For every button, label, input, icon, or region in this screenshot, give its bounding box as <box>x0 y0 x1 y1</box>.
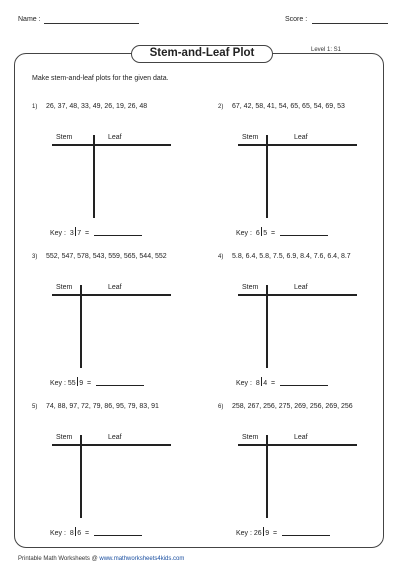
key-stem: 8 <box>69 530 74 537</box>
key-stem: 55 <box>67 380 76 387</box>
key-answer-field[interactable] <box>94 528 142 536</box>
leaf-header: Leaf <box>294 284 308 291</box>
instructions: Make stem-and-leaf plots for the given data. <box>32 75 169 82</box>
table-header-rule <box>238 294 357 296</box>
name-field[interactable] <box>44 23 139 24</box>
key-separator <box>77 377 79 386</box>
footer-text: Printable Math Worksheets @ <box>18 556 100 562</box>
problem-4 <box>218 253 398 393</box>
score-field[interactable] <box>312 23 388 24</box>
table-header-rule <box>52 144 171 146</box>
stem-header: Stem <box>56 134 73 141</box>
leaf-header: Leaf <box>108 284 122 291</box>
stem-leaf-divider <box>80 285 82 368</box>
key-label: Key : <box>236 530 252 537</box>
key-label: Key : <box>50 380 66 387</box>
stem-header: Stem <box>242 284 259 291</box>
leaf-header: Leaf <box>294 134 308 141</box>
problem-6 <box>218 403 398 543</box>
problem-data: 74, 88, 97, 72, 79, 86, 95, 79, 83, 91 <box>46 403 159 410</box>
key-line: Key : 8 4 = <box>236 377 328 387</box>
score-label: Score : <box>285 16 308 23</box>
key-line: Key : 26 9 = <box>236 527 330 537</box>
key-answer-field[interactable] <box>94 228 142 236</box>
key-stem: 26 <box>253 530 262 537</box>
key-leaf: 6 <box>77 530 82 537</box>
stem-leaf-divider <box>93 135 95 218</box>
stem-leaf-divider <box>266 435 268 518</box>
problem-number: 5) <box>32 404 38 410</box>
stem-leaf-divider <box>266 285 268 368</box>
key-leaf: 9 <box>265 530 270 537</box>
problem-data: 26, 37, 48, 33, 49, 26, 19, 26, 48 <box>46 103 148 110</box>
key-line: Key : 3 7 = <box>50 227 142 237</box>
problem-question <box>218 253 351 260</box>
key-leaf: 9 <box>79 380 84 387</box>
problem-question <box>218 403 353 410</box>
key-label: Key : <box>236 230 252 237</box>
problem-number: 4) <box>218 254 224 260</box>
stem-header: Stem <box>56 434 73 441</box>
problem-number: 6) <box>218 404 224 410</box>
key-separator <box>263 527 265 536</box>
key-leaf: 5 <box>263 230 268 237</box>
problem-question <box>32 253 167 260</box>
key-stem: 8 <box>255 380 260 387</box>
key-stem: 3 <box>69 230 74 237</box>
problem-1 <box>32 103 212 243</box>
table-header-rule <box>52 294 171 296</box>
problem-question <box>218 103 345 110</box>
leaf-header: Leaf <box>108 434 122 441</box>
stem-leaf-divider <box>80 435 82 518</box>
problem-3 <box>32 253 212 393</box>
stem-leaf-divider <box>266 135 268 218</box>
worksheet-title: Stem-and-Leaf Plot <box>131 45 273 63</box>
table-header-rule <box>238 144 357 146</box>
stem-header: Stem <box>242 434 259 441</box>
footer-link[interactable]: www.mathworksheets4kids.com <box>99 556 185 562</box>
footer <box>18 556 184 562</box>
key-label: Key : <box>236 380 252 387</box>
problem-data: 552, 547, 578, 543, 559, 565, 544, 552 <box>46 253 167 260</box>
key-leaf: 7 <box>77 230 82 237</box>
problem-data: 5.8, 6.4, 5.8, 7.5, 6.9, 8.4, 7.6, 6.4, 8.7 <box>232 253 351 260</box>
key-leaf: 4 <box>263 380 268 387</box>
key-line: Key : 8 6 = <box>50 527 142 537</box>
table-header-rule <box>238 444 357 446</box>
key-answer-field[interactable] <box>280 378 328 386</box>
stem-header: Stem <box>242 134 259 141</box>
key-label: Key : <box>50 530 66 537</box>
problem-number: 3) <box>32 254 38 260</box>
key-line: Key : 6 5 = <box>236 227 328 237</box>
key-line: Key : 55 9 = <box>50 377 144 387</box>
key-answer-field[interactable] <box>280 228 328 236</box>
problem-data: 258, 267, 256, 275, 269, 256, 269, 256 <box>232 403 353 410</box>
leaf-header: Leaf <box>108 134 122 141</box>
key-answer-field[interactable] <box>282 528 330 536</box>
problem-number: 2) <box>218 104 224 110</box>
problem-question <box>32 103 147 110</box>
problem-question <box>32 403 159 410</box>
problem-number: 1) <box>32 104 38 110</box>
problem-2 <box>218 103 398 243</box>
name-label: Name : <box>18 16 41 23</box>
key-answer-field[interactable] <box>96 378 144 386</box>
problem-5 <box>32 403 212 543</box>
leaf-header: Leaf <box>294 434 308 441</box>
problem-data: 67, 42, 58, 41, 54, 65, 65, 54, 69, 53 <box>232 103 345 110</box>
table-header-rule <box>52 444 171 446</box>
key-label: Key : <box>50 230 66 237</box>
level-label: Level 1: S1 <box>311 47 342 53</box>
stem-header: Stem <box>56 284 73 291</box>
key-stem: 6 <box>255 230 260 237</box>
